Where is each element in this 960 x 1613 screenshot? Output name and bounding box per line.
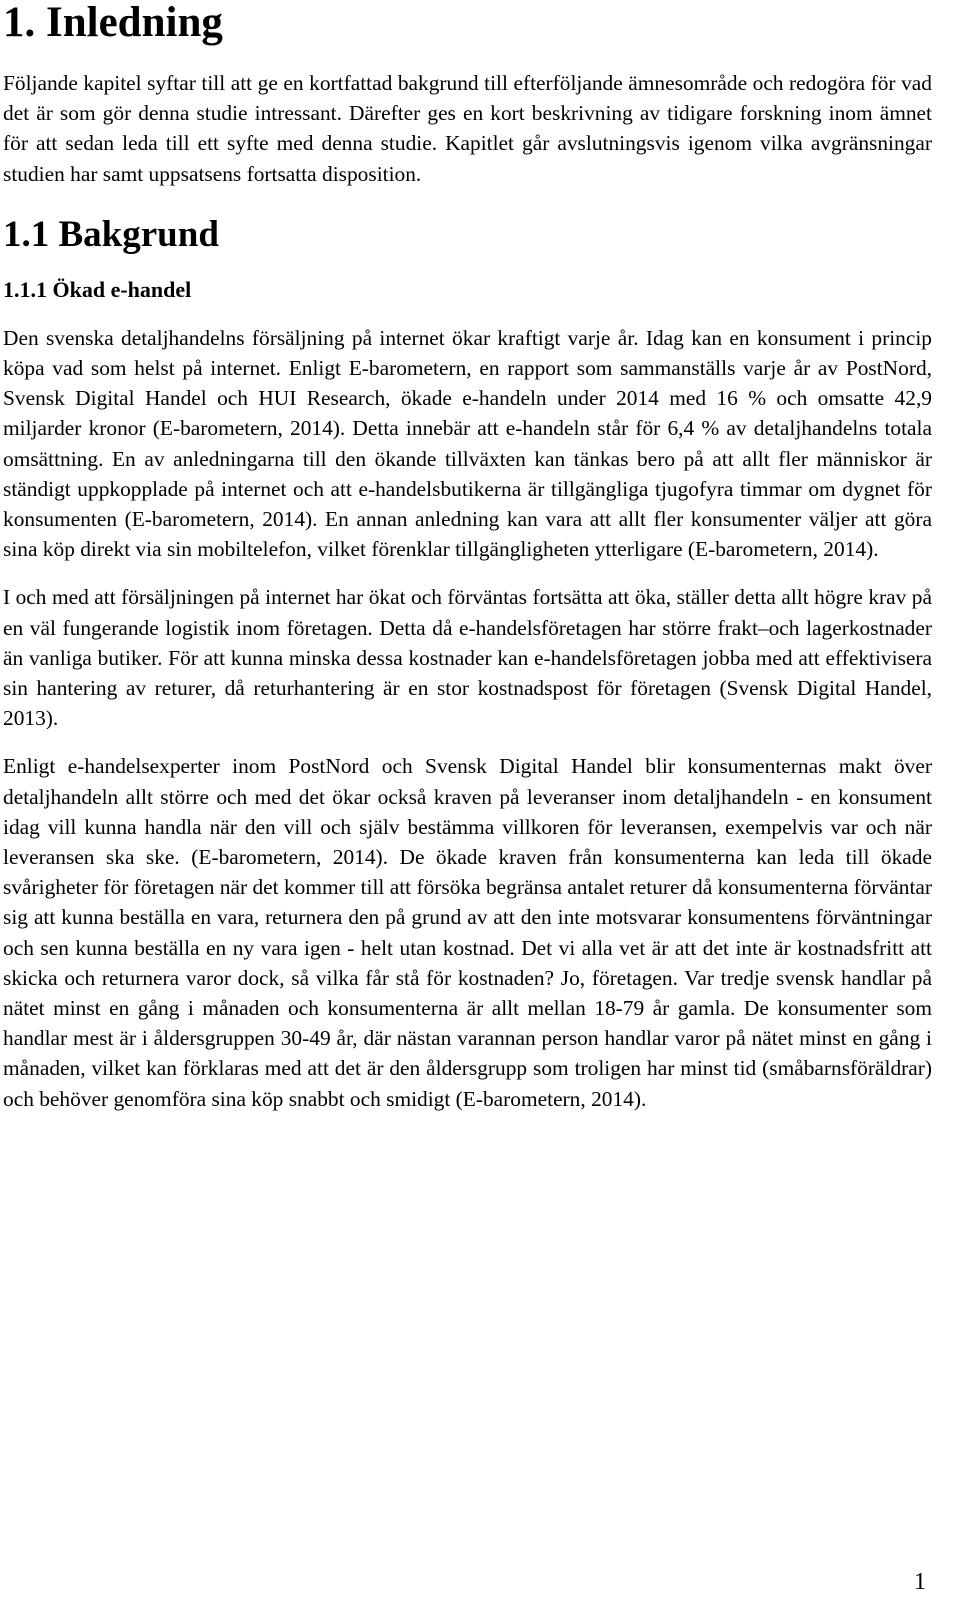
subsection-heading: 1.1.1 Ökad e-handel [3, 276, 192, 302]
body-paragraph: I och med att försäljningen på internet har ökat och förväntas fortsätta att öka, ställer detta allt högre krav på en väl fungerande logistik inom företagen. Detta då e-handelsföretagen har större frakt–och lagerkostnader än vanliga butiker. För att kunna minska dessa kostnader kan e-handelsföretagen jobba med att effektivisera sin hantering av returer, då returhantering är en stor kostnadspost för företagen (Svensk Digital Handel, 2013). [3, 585, 932, 731]
body-paragraph: Den svenska detaljhandelns försäljning på internet ökar kraftigt varje år. Idag kan en konsument i princip köpa vad som helst på internet. Enligt E-barometern, en rapport som sammanställs varje år av PostNord, Svensk Digital Handel och HUI Research, ökade e-handeln under 2014 med 16 % och omsatte 42,9 miljarder kronor (E-barometern, 2014). Detta innebär att e-handeln står för 6,4 % av detaljhandelns totala omsättning. En av anledningarna till den ökande tillväxten kan tänkas bero på att allt fler människor är ständigt uppkopplade på internet och att e-handelsbutikerna är tillgängliga tjugofyra timmar om dygnet för konsumenten (E-barometern, 2014). En annan anledning kan vara att allt fler konsumenter väljer att göra sina köp direkt via sin mobiltelefon, vilket förenklar tillgängligheten ytterligare (E-barometern, 2014). [3, 325, 932, 562]
chapter-heading: 1. Inledning [3, 0, 223, 46]
section-heading: 1.1 Bakgrund [3, 213, 219, 255]
body-paragraph: Enligt e-handelsexperter inom PostNord och Svensk Digital Handel blir konsumenternas makt över detaljhandeln allt större och med det ökar också kraven på leveranser inom detaljhandeln - en konsument idag vill kunna handla när den vill och själv bestämma villkoren för leveransen, exempelvis var och när leveransen ska ske. (E-barometern, 2014). De ökade kraven från konsumenterna kan leda till ökade svårigheter för företagen när det kommer till att försöka begränsa antalet returer då konsumenterna förväntar sig att kunna beställa en vara, returnera den på grund av att den inte motsvarar konsumentens förväntningar och sen kunna beställa en ny vara igen - helt utan kostnad. Det vi alla vet är att det inte är kostnadsfritt att skicka och returnera varor dock, så vilka får stå för kostnaden? Jo, företagen. Var tredje svensk handlar på nätet minst en gång i månaden och konsumenterna är allt mellan 18-79 år gamla. De konsumenter som handlar mest är i åldersgruppen 30-49 år, där nästan varannan person handlar varor på nätet minst en gång i månaden, vilket kan förklaras med att det är den åldersgrupp som troligen har minst tid (småbarnsföräldrar) och behöver genomföra sina köp snabbt och smidigt (E-barometern, 2014). [3, 754, 932, 1111]
intro-paragraph: Följande kapitel syftar till att ge en kortfattad bakgrund till efterföljande ämnesområde och redogöra för vad det är som gör denna studie intressant. Därefter ges en kort beskrivning av tidigare forskning inom ämnet för att sedan leda till ett syfte med denna studie. Kapitlet går avslutningsvis igenom vilka avgränsningar studien har samt uppsatsens fortsatta disposition. [3, 71, 932, 186]
document-page [3, 0, 932, 1114]
page-number: 1 [914, 1569, 926, 1595]
